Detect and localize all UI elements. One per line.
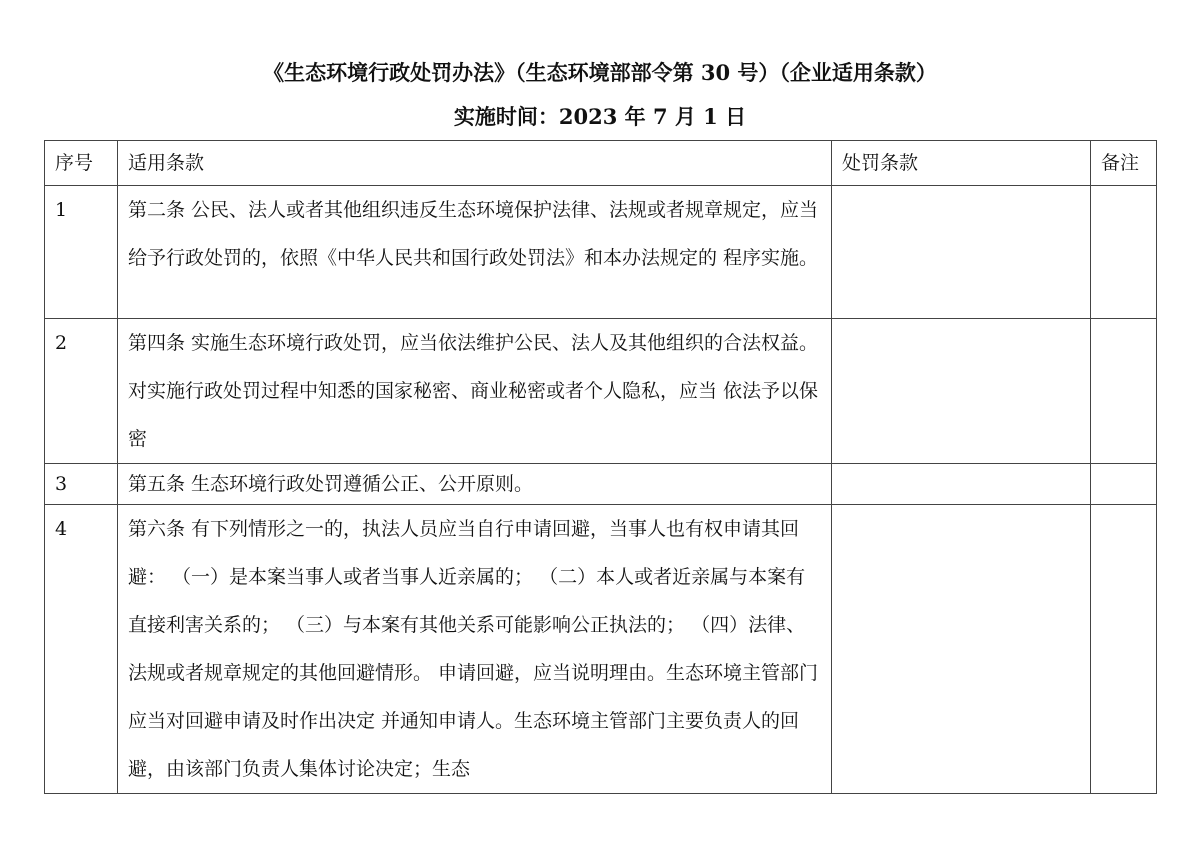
row-remarks xyxy=(1091,186,1157,319)
table-header-row xyxy=(45,141,1157,186)
row-remarks xyxy=(1091,319,1157,464)
row-clause: 第二条 公民、法人或者其他组织违反生态环境保护法律、法规或者规章规定，应当给予行政处罚的，依照《中华人民共和国行政处罚法》和本办法规定的 程序实施。 xyxy=(118,186,832,319)
header-remarks: 备注 xyxy=(1091,141,1157,186)
header-index: 序号 xyxy=(45,141,118,186)
header-penalty: 处罚条款 xyxy=(832,141,1091,186)
row-remarks xyxy=(1091,464,1157,505)
row-clause: 第五条 生态环境行政处罚遵循公正、公开原则。 xyxy=(118,464,832,505)
row-index: 4 xyxy=(45,505,118,794)
row-index: 2 xyxy=(45,319,118,464)
document-title: 《生态环境行政处罚办法》（生态环境部部令第 30 号）（企业适用条款） xyxy=(263,60,937,85)
row-penalty xyxy=(832,186,1091,319)
row-index: 3 xyxy=(45,464,118,505)
table-row xyxy=(45,505,1157,794)
row-clause: 第四条 实施生态环境行政处罚，应当依法维护公民、法人及其他组织的合法权益。对实施行政处罚过程中知悉的国家秘密、商业秘密或者个人隐私，应当 依法予以保密 xyxy=(118,319,832,464)
clauses-table xyxy=(44,140,1157,794)
row-penalty xyxy=(832,505,1091,794)
table-row xyxy=(45,186,1157,319)
row-clause: 第六条 有下列情形之一的，执法人员应当自行申请回避，当事人也有权申请其回避： （一）是本案当事人或者当事人近亲属的； （二）本人或者近亲属与本案有直接利害关系的； （三）与本案有其他关系可能影响公正执法的； （四）法律、法规或者规章规定的其他回避情形。 申请回避，应当说明理由。生态环境主管部门应当对回避申请及时作出决定 并通知申请人。生态环境主管部门主要负责人的回避，由该部门负责人集体讨论决定；生态 xyxy=(118,505,832,794)
row-remarks xyxy=(1091,505,1157,794)
effective-date: 实施时间：2023 年 7 月 1 日 xyxy=(453,104,747,129)
row-penalty xyxy=(832,319,1091,464)
header-clause: 适用条款 xyxy=(118,141,832,186)
row-index: 1 xyxy=(45,186,118,319)
table-row xyxy=(45,319,1157,464)
row-penalty xyxy=(832,464,1091,505)
table-row xyxy=(45,464,1157,505)
